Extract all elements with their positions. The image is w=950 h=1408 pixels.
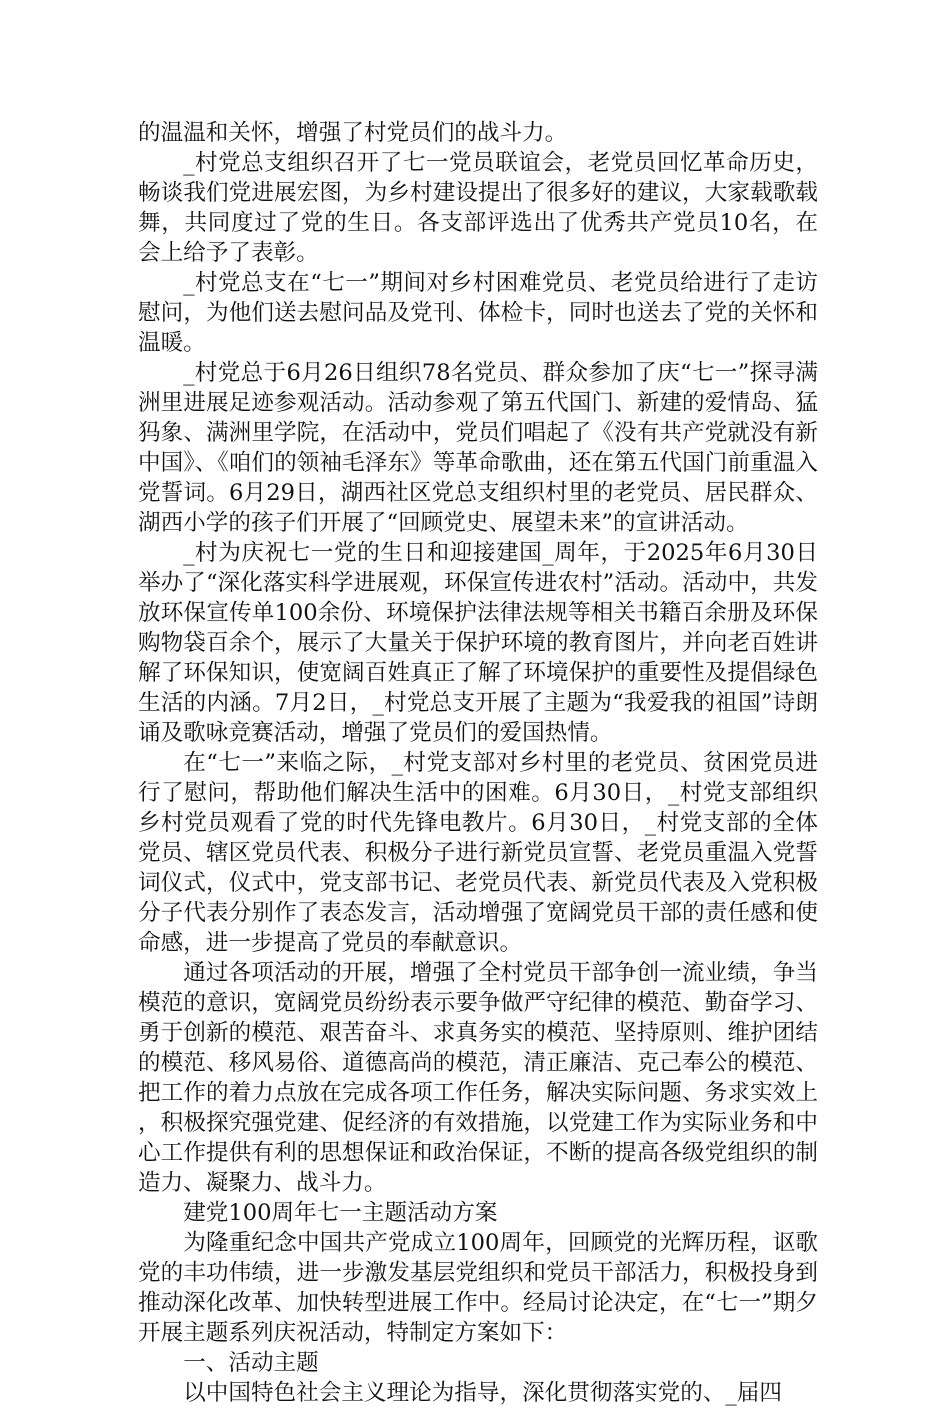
paragraph-summary: 通过各项活动的开展，增强了全村党员干部争创一流业绩，争当模范的意识，宽阔党员纷纷表示要争做严守纪律的模范、勤奋学习、勇于创新的模范、艰苦奋斗、求真务实的模范、坚持原则、维护团结的模范、移风易俗、道德高尚的模范，清正廉洁、克己奉公的模范、把工作的着力点放在完成各项工作任务，解决实际问题、务求实效上，积极探究强党建、促经济的有效措施，以党建工作为实际业务和中心工作提供有利的思想保证和政治保证，不断的提高各级党组织的制造力、凝聚力、战斗力。 bbox=[138, 960, 818, 1196]
section-heading-plan: 建党100周年七一主题活动方案 bbox=[183, 1200, 498, 1226]
document-body bbox=[138, 118, 818, 1408]
section-heading-theme: 一、活动主题 bbox=[183, 1350, 319, 1376]
paragraph-continuation: 的温温和关怀，增强了村党员们的战斗力。 bbox=[138, 120, 568, 146]
paragraph-environment-campaign: _村为庆祝七一党的生日和迎接建国_周年，于2025年6月30日举办了“深化落实科学进展观，环保宣传进农村”活动。活动中，共发放环保宣传单100余份、环境保护法律法规等相关书籍百余册及环保购物袋百余个，展示了大量关于保护环境的教育图片，并向老百姓讲解了环保知识，使宽阔百姓真正了解了环境保护的重要性及提倡绿色生活的内涵。7月2日，_村党总支开展了主题为“我爱我的祖国”诗朗诵及歌咏竞赛活动，增强了党员们的爱国热情。 bbox=[138, 540, 818, 746]
paragraph-theme: 以中国特色社会主义理论为指导，深化贯彻落实党的、_届四 bbox=[183, 1380, 782, 1406]
paragraph-condolence: 在“七一”来临之际，_村党支部对乡村里的老党员、贫困党员进行了慰问，帮助他们解决生活中的困难。6月30日，_村党支部组织乡村党员观看了党的时代先锋电教片。6月30日，_村党支部的全体党员、辖区党员代表、积极分子进行新党员宣誓、老党员重温入党誓词仪式，仪式中，党支部书记、老党员代表、新党员代表及入党积极分子代表分别作了表态发言，活动增强了宽阔党员干部的责任感和使命感，进一步提高了党员的奉献意识。 bbox=[138, 750, 818, 956]
paragraph-visits: _村党总支在“七一”期间对乡村困难党员、老党员给进行了走访慰问，为他们送去慰问品及党刊、体检卡，同时也送去了党的关怀和温暖。 bbox=[138, 270, 818, 356]
paragraph-plan-intro: 为隆重纪念中国共产党成立100周年，回顾党的光辉历程，讴歌党的丰功伟绩，进一步激发基层党组织和党员干部活力，积极投身到推动深化改革、加快转型进展工作中。经局讨论决定，在“七一”期夕开展主题系列庆祝活动，特制定方案如下： bbox=[138, 1230, 818, 1346]
paragraph-manzhouli-tour: _村党总于6月26日组织78名党员、群众参加了庆“七一”探寻满洲里进展足迹参观活动。活动参观了第五代国门、新建的爱情岛、猛犸象、满洲里学院，在活动中，党员们唱起了《没有共产党就没有新中国》、《咱们的领袖毛泽东》等革命歌曲，还在第五代国门前重温入党誓词。6月29日，湖西社区党总支组织村里的老党员、居民群众、湖西小学的孩子们开展了“回顾党史、展望未来”的宣讲活动。 bbox=[138, 360, 818, 536]
paragraph-party-gathering: _村党总支组织召开了七一党员联谊会，老党员回忆革命历史，畅谈我们党进展宏图，为乡村建设提出了很多好的建议，大家载歌载舞，共同度过了党的生日。各支部评选出了优秀共产党员10名，在会上给予了表彰。 bbox=[138, 150, 818, 266]
